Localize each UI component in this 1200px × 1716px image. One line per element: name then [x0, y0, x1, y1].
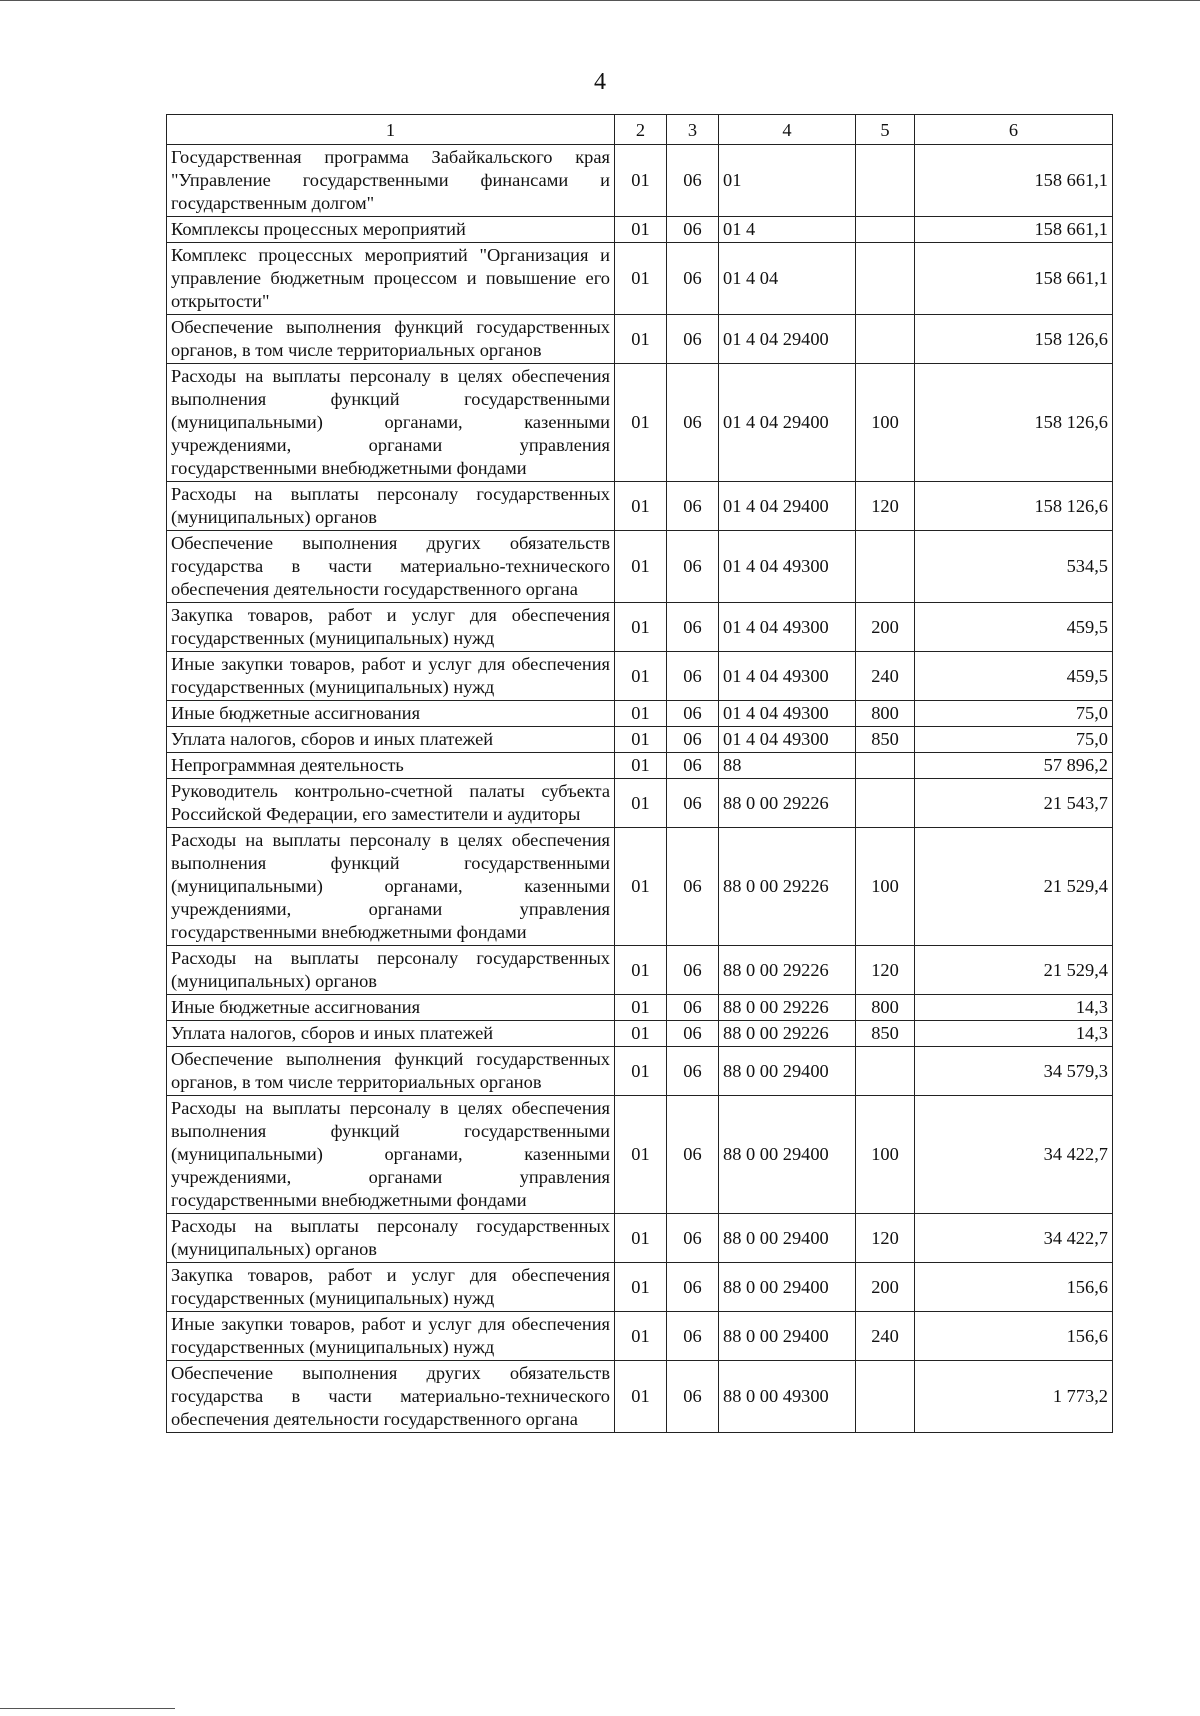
row-subsection: 06 — [667, 145, 719, 217]
row-expense-type — [856, 531, 915, 603]
row-amount: 156,6 — [915, 1263, 1113, 1312]
header-col-4: 4 — [719, 115, 856, 145]
row-name: Расходы на выплаты персоналу в целях обеспечения выполнения функций государственными (муниципальными) органами, казенными учреждениями, органами управления государственными внебюджетными фондами — [167, 828, 615, 946]
row-expense-type — [856, 145, 915, 217]
row-section: 01 — [615, 1312, 667, 1361]
row-target-article: 88 0 00 29226 — [719, 779, 856, 828]
row-expense-type — [856, 217, 915, 243]
row-subsection: 06 — [667, 1047, 719, 1096]
row-expense-type: 120 — [856, 946, 915, 995]
row-section: 01 — [615, 701, 667, 727]
row-subsection: 06 — [667, 995, 719, 1021]
row-section: 01 — [615, 1047, 667, 1096]
row-section: 01 — [615, 145, 667, 217]
row-subsection: 06 — [667, 1021, 719, 1047]
row-name: Расходы на выплаты персоналу государственных (муниципальных) органов — [167, 1214, 615, 1263]
row-name: Расходы на выплаты персоналу в целях обеспечения выполнения функций государственными (муниципальными) органами, казенными учреждениями, органами управления государственными внебюджетными фондами — [167, 1096, 615, 1214]
table-row — [167, 603, 1113, 652]
table-row — [167, 1047, 1113, 1096]
page-number: 4 — [594, 69, 606, 95]
table-row — [167, 364, 1113, 482]
row-name: Обеспечение выполнения функций государственных органов, в том числе территориальных органов — [167, 1047, 615, 1096]
table-row — [167, 946, 1113, 995]
row-expense-type — [856, 1361, 915, 1433]
row-amount: 156,6 — [915, 1312, 1113, 1361]
row-amount: 459,5 — [915, 603, 1113, 652]
row-subsection: 06 — [667, 217, 719, 243]
row-expense-type: 240 — [856, 652, 915, 701]
table-row — [167, 1312, 1113, 1361]
row-section: 01 — [615, 217, 667, 243]
table-row — [167, 1096, 1113, 1214]
row-subsection: 06 — [667, 243, 719, 315]
row-section: 01 — [615, 315, 667, 364]
row-amount: 158 661,1 — [915, 243, 1113, 315]
header-col-2: 2 — [615, 115, 667, 145]
table-row — [167, 1263, 1113, 1312]
row-target-article: 88 0 00 29226 — [719, 995, 856, 1021]
row-amount: 21 529,4 — [915, 946, 1113, 995]
row-target-article: 88 0 00 29400 — [719, 1096, 856, 1214]
table-row — [167, 482, 1113, 531]
row-subsection: 06 — [667, 652, 719, 701]
row-name: Обеспечение выполнения функций государственных органов, в том числе территориальных органов — [167, 315, 615, 364]
row-name: Расходы на выплаты персоналу государственных (муниципальных) органов — [167, 946, 615, 995]
row-target-article: 01 — [719, 145, 856, 217]
row-subsection: 06 — [667, 1361, 719, 1433]
row-expense-type: 850 — [856, 1021, 915, 1047]
row-expense-type: 240 — [856, 1312, 915, 1361]
row-subsection: 06 — [667, 315, 719, 364]
row-target-article: 01 4 04 29400 — [719, 315, 856, 364]
row-subsection: 06 — [667, 1312, 719, 1361]
row-section: 01 — [615, 1096, 667, 1214]
row-subsection: 06 — [667, 603, 719, 652]
row-amount: 57 896,2 — [915, 753, 1113, 779]
row-expense-type — [856, 779, 915, 828]
row-target-article: 01 4 04 49300 — [719, 727, 856, 753]
row-section: 01 — [615, 1361, 667, 1433]
row-name: Комплексы процессных мероприятий — [167, 217, 615, 243]
table-body — [167, 145, 1113, 1433]
row-expense-type: 100 — [856, 828, 915, 946]
row-amount: 75,0 — [915, 701, 1113, 727]
row-expense-type: 200 — [856, 1263, 915, 1312]
row-name: Закупка товаров, работ и услуг для обеспечения государственных (муниципальных) нужд — [167, 603, 615, 652]
row-expense-type — [856, 753, 915, 779]
table-row — [167, 779, 1113, 828]
row-expense-type: 800 — [856, 995, 915, 1021]
header-col-5: 5 — [856, 115, 915, 145]
row-expense-type: 200 — [856, 603, 915, 652]
row-subsection: 06 — [667, 1214, 719, 1263]
row-name: Расходы на выплаты персоналу государственных (муниципальных) органов — [167, 482, 615, 531]
table-row — [167, 217, 1113, 243]
row-target-article: 01 4 — [719, 217, 856, 243]
table-row — [167, 828, 1113, 946]
row-expense-type — [856, 243, 915, 315]
row-amount: 21 529,4 — [915, 828, 1113, 946]
table-row — [167, 652, 1113, 701]
row-target-article: 01 4 04 49300 — [719, 531, 856, 603]
row-name: Уплата налогов, сборов и иных платежей — [167, 1021, 615, 1047]
row-amount: 459,5 — [915, 652, 1113, 701]
row-subsection: 06 — [667, 531, 719, 603]
row-name: Иные закупки товаров, работ и услуг для обеспечения государственных (муниципальных) нужд — [167, 652, 615, 701]
budget-table — [166, 114, 1113, 1433]
row-target-article: 01 4 04 29400 — [719, 482, 856, 531]
row-target-article: 88 0 00 29400 — [719, 1263, 856, 1312]
row-target-article: 88 0 00 29226 — [719, 946, 856, 995]
table-row — [167, 1214, 1113, 1263]
row-name: Иные бюджетные ассигнования — [167, 701, 615, 727]
row-name: Руководитель контрольно-счетной палаты субъекта Российской Федерации, его заместители и аудиторы — [167, 779, 615, 828]
row-amount: 158 126,6 — [915, 364, 1113, 482]
row-amount: 21 543,7 — [915, 779, 1113, 828]
row-expense-type: 100 — [856, 364, 915, 482]
table-row — [167, 1361, 1113, 1433]
row-subsection: 06 — [667, 779, 719, 828]
row-section: 01 — [615, 779, 667, 828]
row-amount: 158 661,1 — [915, 145, 1113, 217]
row-expense-type: 800 — [856, 701, 915, 727]
row-amount: 1 773,2 — [915, 1361, 1113, 1433]
row-section: 01 — [615, 603, 667, 652]
row-amount: 158 661,1 — [915, 217, 1113, 243]
table-row — [167, 995, 1113, 1021]
row-target-article: 88 0 00 29226 — [719, 828, 856, 946]
header-col-3: 3 — [667, 115, 719, 145]
row-amount: 14,3 — [915, 1021, 1113, 1047]
row-name: Иные закупки товаров, работ и услуг для обеспечения государственных (муниципальных) нужд — [167, 1312, 615, 1361]
row-expense-type: 850 — [856, 727, 915, 753]
row-expense-type: 120 — [856, 482, 915, 531]
row-name: Иные бюджетные ассигнования — [167, 995, 615, 1021]
row-amount: 75,0 — [915, 727, 1113, 753]
row-section: 01 — [615, 652, 667, 701]
row-target-article: 88 — [719, 753, 856, 779]
row-target-article: 88 0 00 29226 — [719, 1021, 856, 1047]
row-section: 01 — [615, 482, 667, 531]
row-subsection: 06 — [667, 482, 719, 531]
row-amount: 158 126,6 — [915, 482, 1113, 531]
row-section: 01 — [615, 828, 667, 946]
row-amount: 158 126,6 — [915, 315, 1113, 364]
row-target-article: 01 4 04 49300 — [719, 701, 856, 727]
table-row — [167, 727, 1113, 753]
row-expense-type: 120 — [856, 1214, 915, 1263]
row-target-article: 88 0 00 49300 — [719, 1361, 856, 1433]
row-amount: 14,3 — [915, 995, 1113, 1021]
row-section: 01 — [615, 753, 667, 779]
row-expense-type — [856, 1047, 915, 1096]
row-subsection: 06 — [667, 1096, 719, 1214]
row-section: 01 — [615, 243, 667, 315]
row-section: 01 — [615, 727, 667, 753]
row-section: 01 — [615, 531, 667, 603]
row-target-article: 01 4 04 29400 — [719, 364, 856, 482]
table-row — [167, 145, 1113, 217]
row-subsection: 06 — [667, 753, 719, 779]
row-section: 01 — [615, 1214, 667, 1263]
row-subsection: 06 — [667, 1263, 719, 1312]
row-subsection: 06 — [667, 828, 719, 946]
row-subsection: 06 — [667, 946, 719, 995]
row-name: Обеспечение выполнения других обязательств государства в части материально-технического обеспечения деятельности государственного органа — [167, 1361, 615, 1433]
table-row — [167, 243, 1113, 315]
table-row — [167, 1021, 1113, 1047]
table-row — [167, 531, 1113, 603]
row-subsection: 06 — [667, 364, 719, 482]
row-target-article: 01 4 04 49300 — [719, 652, 856, 701]
row-name: Расходы на выплаты персоналу в целях обеспечения выполнения функций государственными (муниципальными) органами, казенными учреждениями, органами управления государственными внебюджетными фондами — [167, 364, 615, 482]
scan-edge-line — [0, 1708, 175, 1709]
row-target-article: 01 4 04 49300 — [719, 603, 856, 652]
table-row — [167, 315, 1113, 364]
table-row — [167, 753, 1113, 779]
row-target-article: 88 0 00 29400 — [719, 1214, 856, 1263]
row-name: Непрограммная деятельность — [167, 753, 615, 779]
row-amount: 34 579,3 — [915, 1047, 1113, 1096]
table-header-row — [167, 115, 1113, 145]
row-subsection: 06 — [667, 727, 719, 753]
row-target-article: 88 0 00 29400 — [719, 1312, 856, 1361]
row-name: Государственная программа Забайкальского края "Управление государственными финансами и государственным долгом" — [167, 145, 615, 217]
row-section: 01 — [615, 946, 667, 995]
row-target-article: 01 4 04 — [719, 243, 856, 315]
row-expense-type: 100 — [856, 1096, 915, 1214]
row-target-article: 88 0 00 29400 — [719, 1047, 856, 1096]
row-amount: 34 422,7 — [915, 1096, 1113, 1214]
row-name: Закупка товаров, работ и услуг для обеспечения государственных (муниципальных) нужд — [167, 1263, 615, 1312]
row-name: Комплекс процессных мероприятий "Организация и управление бюджетным процессом и повышение его открытости" — [167, 243, 615, 315]
row-section: 01 — [615, 1021, 667, 1047]
row-expense-type — [856, 315, 915, 364]
scan-edge-line — [0, 0, 1200, 1]
row-subsection: 06 — [667, 701, 719, 727]
row-name: Уплата налогов, сборов и иных платежей — [167, 727, 615, 753]
row-section: 01 — [615, 995, 667, 1021]
row-amount: 534,5 — [915, 531, 1113, 603]
row-section: 01 — [615, 1263, 667, 1312]
row-name: Обеспечение выполнения других обязательств государства в части материально-технического обеспечения деятельности государственного органа — [167, 531, 615, 603]
header-col-1: 1 — [167, 115, 615, 145]
row-section: 01 — [615, 364, 667, 482]
table-row — [167, 701, 1113, 727]
header-col-6: 6 — [915, 115, 1113, 145]
row-amount: 34 422,7 — [915, 1214, 1113, 1263]
